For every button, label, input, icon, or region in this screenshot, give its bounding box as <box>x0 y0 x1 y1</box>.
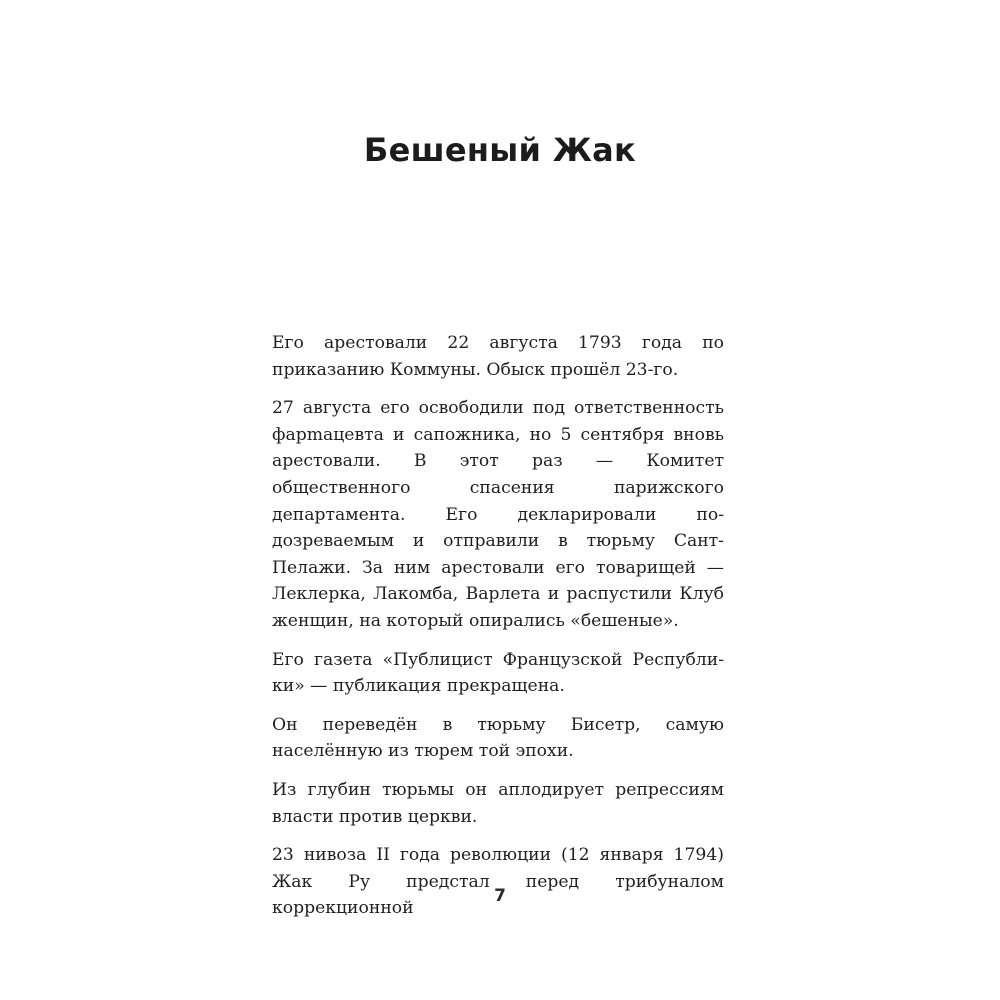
body-text <box>272 330 724 934</box>
paragraph-prison-applause: Из глубин тюрьмы он аплодирует репрессиям власти против церкви. <box>272 779 724 827</box>
paragraph-release-and-rearrest: 27 августа его освободили под ответственность фарmацевта и сапожника, но 5 сентября вновь арестовали. В этот раз — Комитет общественного спасения парижского департамента. Его декларировали подозреваемым и отправили в тюрьму Сант-Пелажи. За ним арестовали его товарищей — Леклерка, Лакомба, Варлета и распустили Клуб женщин, на который опирались «бешеные». <box>272 398 724 631</box>
paragraph-tribunal: 23 нивоза II года революции (12 января 1794) Жак Ру предстал перед трибуналом коррекционной <box>272 845 724 919</box>
paragraph-bicetre: Он переведён в тюрьму Бисетр, самую населённую из тюрем той эпохи. <box>272 714 724 762</box>
page-number: 7 <box>494 886 506 906</box>
paragraph-arrest: Его арестовали 22 августа 1793 года по приказанию Коммуны. Обыск прошёл 23-го. <box>272 333 724 380</box>
paragraph-newspaper: Его газета «Публицист Французской Республики» — публикация прекращена. <box>272 649 724 697</box>
chapter-title: Бешеный Жак <box>363 131 637 169</box>
